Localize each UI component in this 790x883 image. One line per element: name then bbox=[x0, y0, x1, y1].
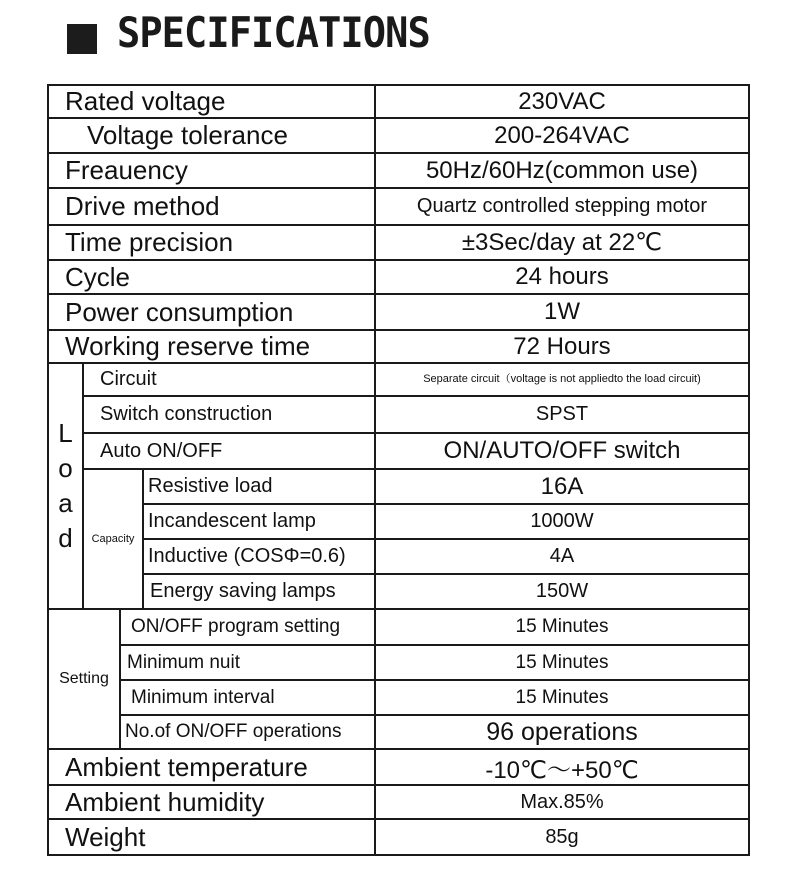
load-letter: L bbox=[58, 418, 73, 448]
minimum-interval-value: 15 Minutes bbox=[374, 679, 750, 716]
inductive-value: 4A bbox=[374, 538, 750, 575]
title-text: SPECIFICATIONS bbox=[117, 8, 430, 57]
title-square-icon bbox=[67, 24, 97, 54]
working-reserve-label: Working reserve time bbox=[47, 329, 376, 364]
inductive-label: Inductive (COSΦ=0.6) bbox=[142, 538, 376, 575]
ambient-temperature-value: -10℃～+50℃ bbox=[374, 748, 750, 786]
program-setting-value: 15 Minutes bbox=[374, 608, 750, 646]
minimum-unit-value: 15 Minutes bbox=[374, 644, 750, 681]
voltage-tolerance-value: 200-264VAC bbox=[374, 117, 750, 154]
rated-voltage-value: 230VAC bbox=[374, 84, 750, 119]
circuit-value: Separate circuit（voltage is not appliedto the load circuit) bbox=[374, 362, 750, 397]
time-precision-label: Time precision bbox=[47, 224, 376, 261]
resistive-load-label: Resistive load bbox=[142, 468, 376, 505]
switch-construction-value: SPST bbox=[374, 395, 750, 434]
program-setting-label: ON/OFF program setting bbox=[119, 608, 376, 646]
weight-label: Weight bbox=[47, 818, 376, 856]
load-group-label bbox=[47, 362, 84, 610]
load-letter: a bbox=[58, 488, 73, 518]
cycle-value: 24 hours bbox=[374, 259, 750, 295]
ambient-humidity-value: Max.85% bbox=[374, 784, 750, 820]
incandescent-lamp-label: Incandescent lamp bbox=[142, 503, 376, 540]
minimum-interval-label: Minimum interval bbox=[119, 679, 376, 716]
resistive-load-value: 16A bbox=[374, 468, 750, 505]
load-letter: d bbox=[58, 523, 73, 553]
time-precision-value: ±3Sec/day at 22℃ bbox=[374, 224, 750, 261]
frequency-label: Freauency bbox=[47, 152, 376, 189]
frequency-value: 50Hz/60Hz(common use) bbox=[374, 152, 750, 189]
switch-construction-label: Switch construction bbox=[82, 395, 376, 434]
minimum-unit-label: Minimum nuit bbox=[119, 644, 376, 681]
ambient-humidity-label: Ambient humidity bbox=[47, 784, 376, 820]
voltage-tolerance-label: Voltage tolerance bbox=[47, 117, 376, 154]
auto-on-off-label: Auto ON/OFF bbox=[82, 432, 376, 470]
page-title bbox=[67, 8, 457, 57]
load-letter: o bbox=[58, 453, 73, 483]
drive-method-label: Drive method bbox=[47, 187, 376, 226]
energy-saving-lamps-label: Energy saving lamps bbox=[142, 573, 376, 610]
circuit-label: Circuit bbox=[82, 362, 376, 397]
operations-value: 96 operations bbox=[374, 714, 750, 750]
setting-group-label: Setting bbox=[47, 608, 121, 750]
ambient-temperature-label: Ambient temperature bbox=[47, 748, 376, 786]
working-reserve-value: 72 Hours bbox=[374, 329, 750, 364]
power-consumption-value: 1W bbox=[374, 293, 750, 331]
cycle-label: Cycle bbox=[47, 259, 376, 295]
drive-method-value: Quartz controlled stepping motor bbox=[374, 187, 750, 226]
weight-value: 85g bbox=[374, 818, 750, 856]
capacity-label: Capacity bbox=[82, 468, 144, 610]
incandescent-lamp-value: 1000W bbox=[374, 503, 750, 540]
power-consumption-label: Power consumption bbox=[47, 293, 376, 331]
auto-on-off-value: ON/AUTO/OFF switch bbox=[374, 432, 750, 470]
energy-saving-lamps-value: 150W bbox=[374, 573, 750, 610]
rated-voltage-label: Rated voltage bbox=[47, 84, 376, 119]
operations-label: No.of ON/OFF operations bbox=[119, 714, 376, 750]
